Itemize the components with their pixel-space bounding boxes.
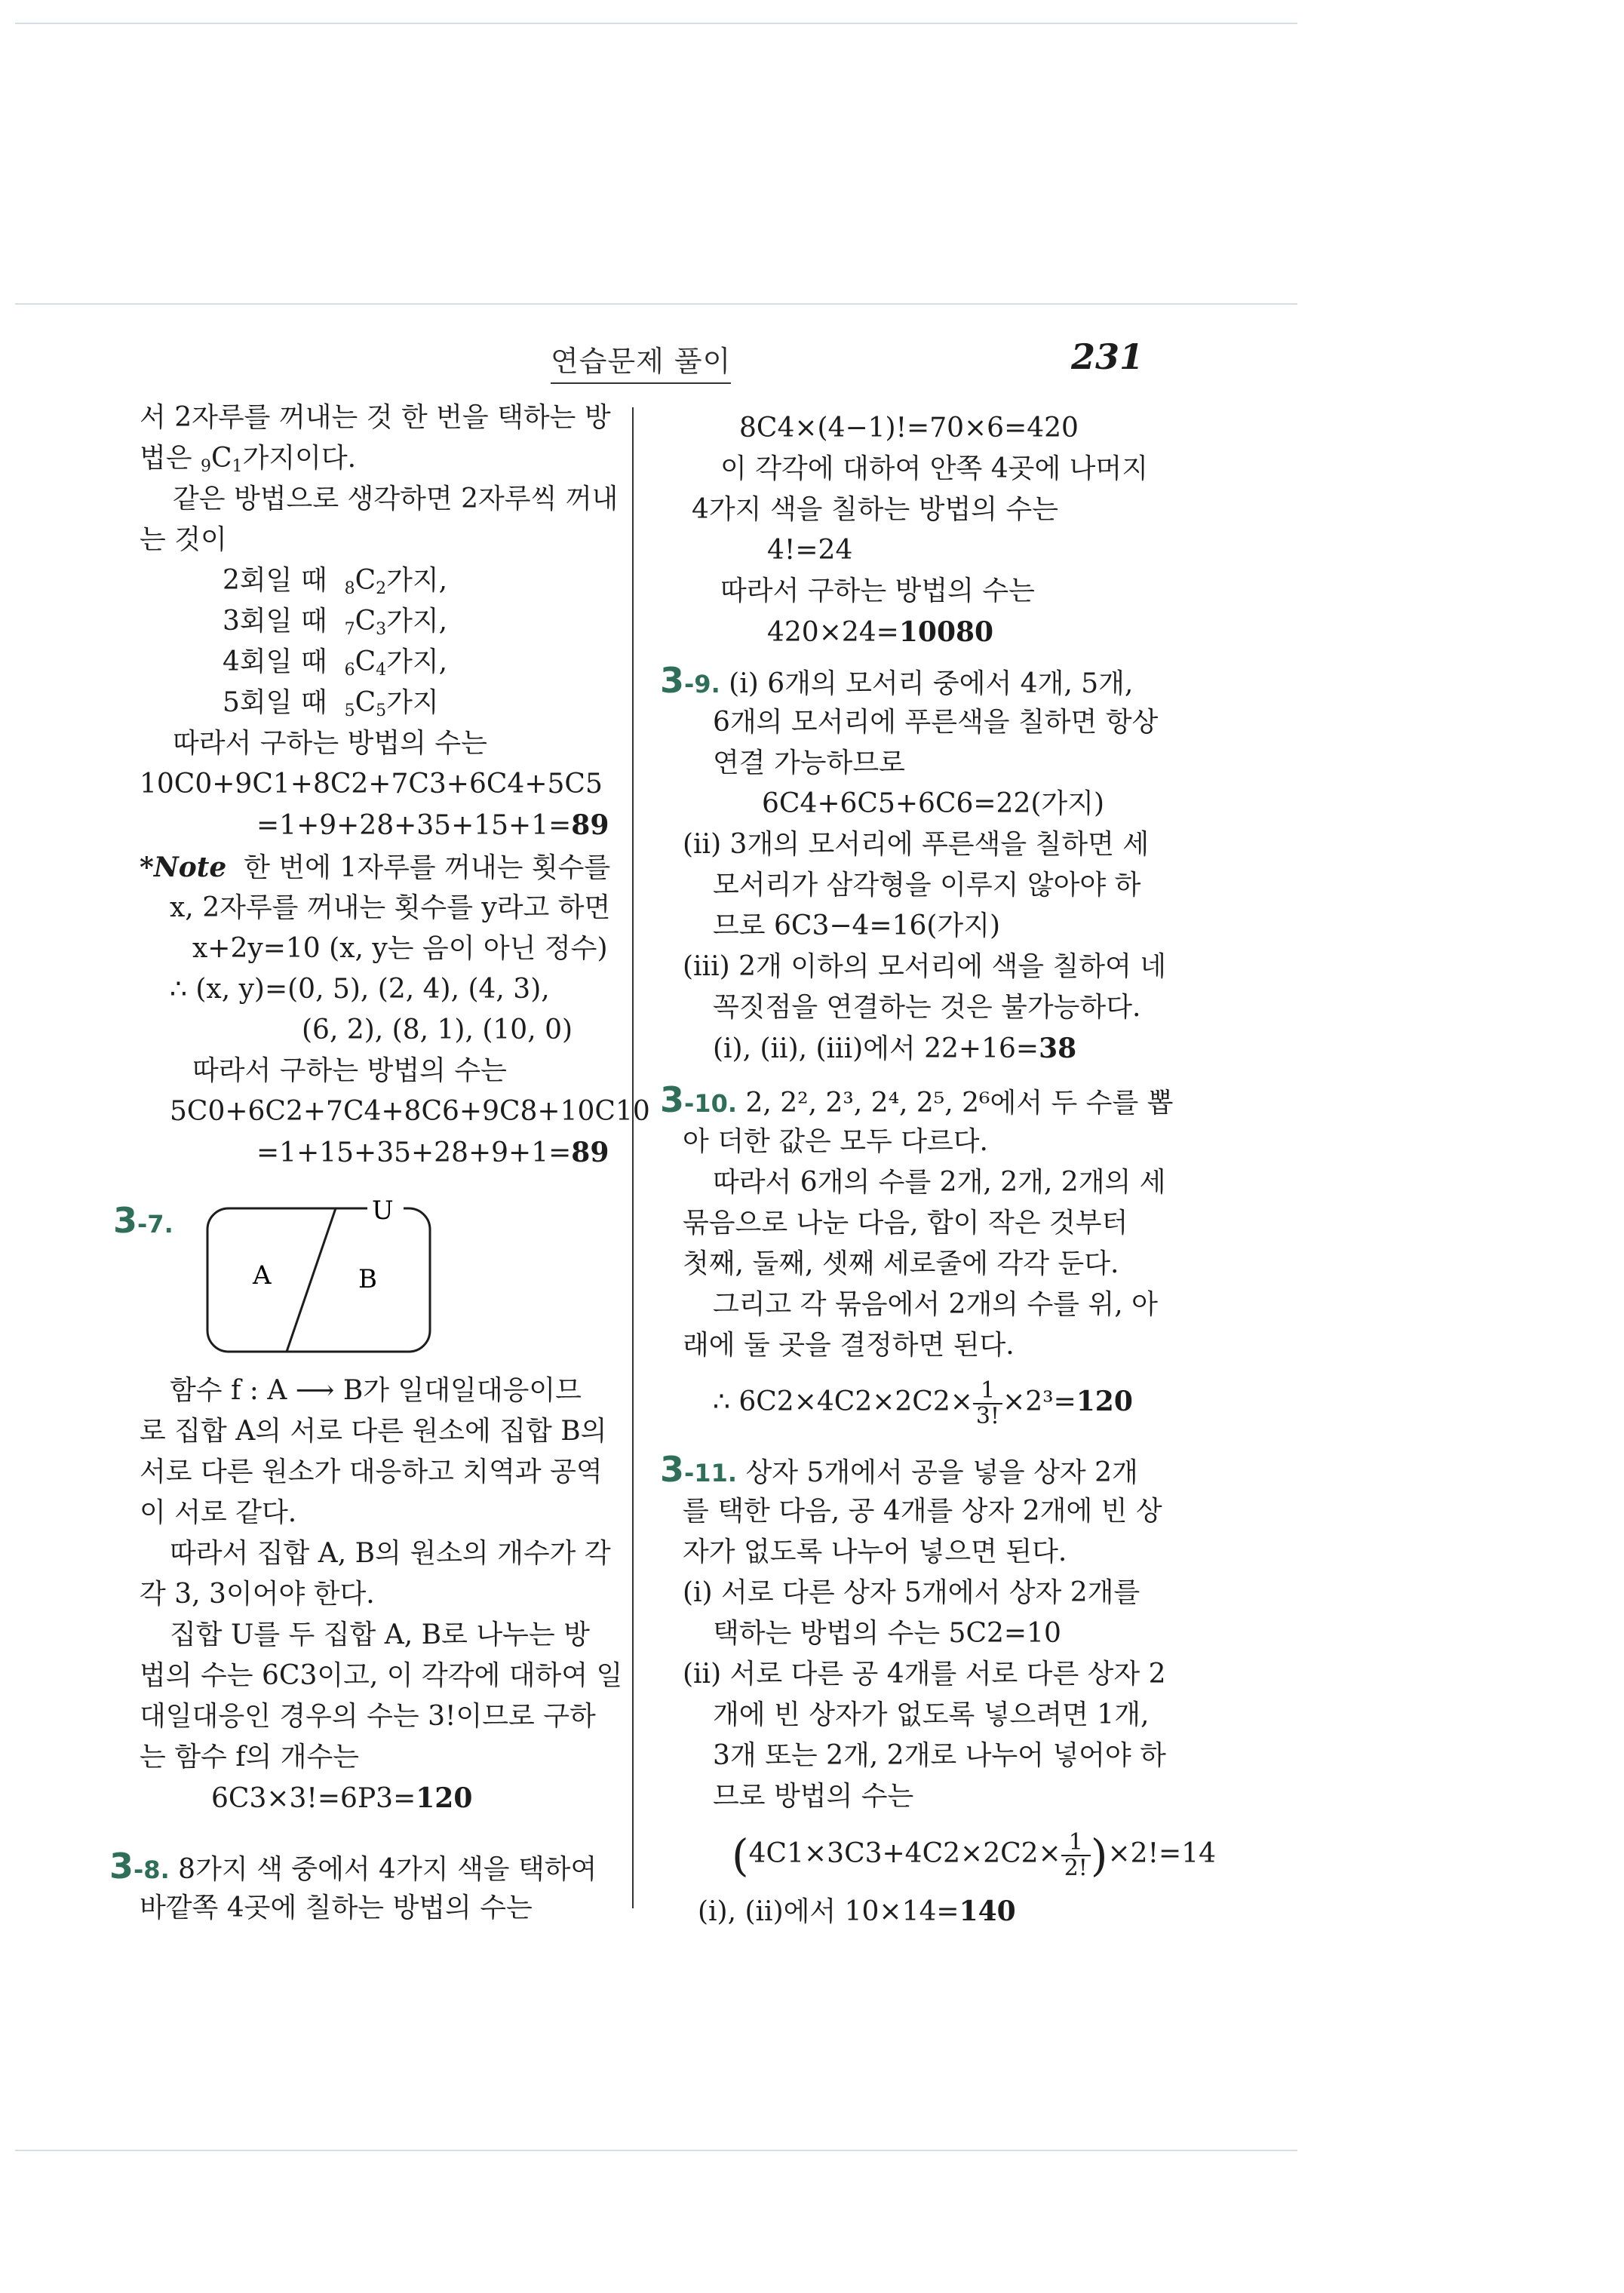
equation: 8C4×(4−1)!=70×6=420: [739, 413, 1079, 444]
equation: 5C0+6C2+7C4+8C6+9C8+10C10: [170, 1096, 650, 1127]
problem-label: 3-7.: [113, 1200, 173, 1241]
problem-line: 3-9. (i) 6개의 모서리 중에서 4개, 5개,: [660, 660, 1134, 701]
text-line: 아 더한 값은 모두 다르다.: [683, 1126, 988, 1157]
venn-label-b: B: [358, 1264, 377, 1294]
note-label: *Note: [140, 852, 227, 883]
note-line: 따라서 구하는 방법의 수는: [192, 1055, 507, 1086]
text-line: (iii) 2개 이하의 모서리에 색을 칠하여 네: [683, 951, 1167, 982]
text-line: 4가지 색을 칠하는 방법의 수는: [692, 494, 1058, 525]
text-line: 는 함수 f의 개수는: [140, 1742, 360, 1773]
text-line: (i) 서로 다른 상자 5개에서 상자 2개를: [683, 1577, 1140, 1608]
count-line: 3회일 때 7C3가지,: [223, 606, 448, 639]
text-line: 서로 다른 원소가 대응하고 치역과 공역: [140, 1457, 603, 1487]
universal-set-box: [207, 1208, 430, 1352]
count-line: 4회일 때 6C4가지,: [223, 646, 448, 680]
equation: ∴ 6C2×4C2×2C2× $\frac{1}{3!}$ ×2³=120: [713, 1377, 1133, 1429]
text-line: (ii) 3개의 모서리에 푸른색을 칠하면 세: [683, 829, 1150, 860]
text-line: 따라서 6개의 수를 2개, 2개, 2개의 세: [713, 1167, 1166, 1198]
count-line: 5회일 때 5C5가지: [223, 687, 439, 720]
text-line: 꼭짓점을 연결하는 것은 불가능하다.: [713, 992, 1141, 1023]
equation: =1+9+28+35+15+1=89: [256, 809, 609, 841]
text-line: 이 각각에 대하여 안쪽 4곳에 나머지: [720, 453, 1148, 484]
text-line: 그리고 각 묶음에서 2개의 수를 위, 아: [713, 1289, 1158, 1320]
top-rule: [15, 23, 1297, 24]
text-line: 각 3, 3이어야 한다.: [140, 1579, 375, 1610]
text-line: 따라서 구하는 방법의 수는: [720, 576, 1035, 606]
text-line: 따라서 집합 A, B의 원소의 개수가 각: [170, 1538, 611, 1569]
venn-label-u: U: [372, 1196, 394, 1226]
problem-line: 3-10. 2, 2², 2³, 2⁴, 2⁵, 2⁶에서 두 수를 뽑: [660, 1079, 1174, 1120]
fraction: $\frac{1}{3!}$: [973, 1379, 1002, 1429]
column-divider: [632, 407, 634, 1908]
text-line: 모서리가 삼각형을 이루지 않아야 하: [713, 870, 1141, 901]
equation: 10C0+9C1+8C2+7C3+6C4+5C5: [140, 769, 603, 800]
text-line: (ii) 서로 다른 공 4개를 서로 다른 상자 2: [683, 1659, 1166, 1690]
venn-diagram: [200, 1193, 441, 1359]
header-rule: [15, 303, 1297, 305]
text-line: 대일대응인 경우의 수는 3!이므로 구하: [140, 1701, 596, 1732]
equation: 420×24=10080: [767, 616, 994, 648]
text-line: 자가 없도록 나누어 넣으면 된다.: [683, 1536, 1067, 1567]
text-line: 3개 또는 2개, 2개로 나누어 넣어야 하: [713, 1740, 1166, 1771]
equation: 6C3×3!=6P3=120: [211, 1782, 473, 1814]
problem-line: 3-8. 8가지 색 중에서 4가지 색을 택하여: [109, 1846, 597, 1886]
text-line: 첫째, 둘째, 셋째 세로줄에 각각 둔다.: [683, 1248, 1119, 1279]
text-line: 같은 방법으로 생각하면 2자루씩 꺼내: [173, 483, 619, 514]
text-line: 는 것이: [140, 524, 227, 555]
note-line: ∴ (x, y)=(0, 5), (2, 4), (4, 3),: [170, 974, 550, 1005]
text-line: 따라서 구하는 방법의 수는: [173, 728, 487, 759]
note-line: x+2y=10 (x, y는 음이 아닌 정수): [192, 933, 608, 964]
equation: 4!=24: [767, 535, 853, 566]
count-line: 2회일 때 8C2가지,: [223, 565, 448, 598]
text-line: 이 서로 같다.: [140, 1497, 297, 1528]
text-line: 개에 빈 상자가 없도록 넣으려면 1개,: [713, 1699, 1150, 1730]
fraction: $\frac{1}{2!}$: [1061, 1831, 1091, 1880]
equation: (i), (ii), (iii)에서 22+16=38: [713, 1033, 1077, 1064]
equation: 6C4+6C5+6C6=22(가지): [762, 788, 1105, 819]
text-line: 택하는 방법의 수는 5C2=10: [713, 1618, 1061, 1649]
venn-label-a: A: [253, 1260, 272, 1291]
text-line: 함수 f : A ⟶ B가 일대일대응이므: [170, 1375, 582, 1406]
text-line: 집합 U를 두 집합 A, B로 나누는 방: [170, 1619, 590, 1650]
partition-line: [287, 1208, 336, 1352]
text-line: 래에 둘 곳을 결정하면 된다.: [683, 1330, 1015, 1361]
text-line: 법은 9C1가지이다.: [140, 443, 357, 476]
equation: =1+15+35+28+9+1=89: [256, 1137, 609, 1168]
section-title: 연습문제 풀이: [551, 338, 731, 384]
text-line: 법의 수는 6C3이고, 이 각각에 대하여 일: [140, 1660, 623, 1691]
bottom-rule: [15, 2150, 1297, 2151]
text-line: 를 택한 다음, 공 4개를 상자 2개에 빈 상: [683, 1496, 1162, 1527]
problem-line: 3-11. 상자 5개에서 공을 넣을 상자 2개: [660, 1449, 1138, 1490]
text-line: 로 집합 A의 서로 다른 원소에 집합 B의: [140, 1416, 607, 1447]
note-line: x, 2자루를 꺼내는 횟수를 y라고 하면: [170, 892, 611, 923]
text-line: 6개의 모서리에 푸른색을 칠하면 항상: [713, 707, 1159, 738]
text-line: 므로 방법의 수는: [713, 1781, 914, 1812]
text-line: 연결 가능하므로: [713, 747, 905, 778]
equation: (i), (ii)에서 10×14=140: [698, 1895, 1016, 1927]
note-line: (6, 2), (8, 1), (10, 0): [302, 1015, 573, 1045]
note-line: *Note 한 번에 1자루를 꺼내는 횟수를: [140, 852, 611, 883]
text-line: 므로 6C3−4=16(가지): [713, 910, 1001, 941]
text-line: 서 2자루를 꺼내는 것 한 번을 택하는 방: [140, 402, 611, 433]
text-line: 묶음으로 나눈 다음, 합이 작은 것부터: [683, 1208, 1128, 1239]
page-number: 231: [1071, 336, 1144, 377]
text-line: 바깥쪽 4곳에 칠하는 방법의 수는: [140, 1892, 533, 1923]
equation: (4C1×3C3+4C2×2C2× $\frac{1}{2!}$ )×2!=14: [732, 1829, 1217, 1881]
